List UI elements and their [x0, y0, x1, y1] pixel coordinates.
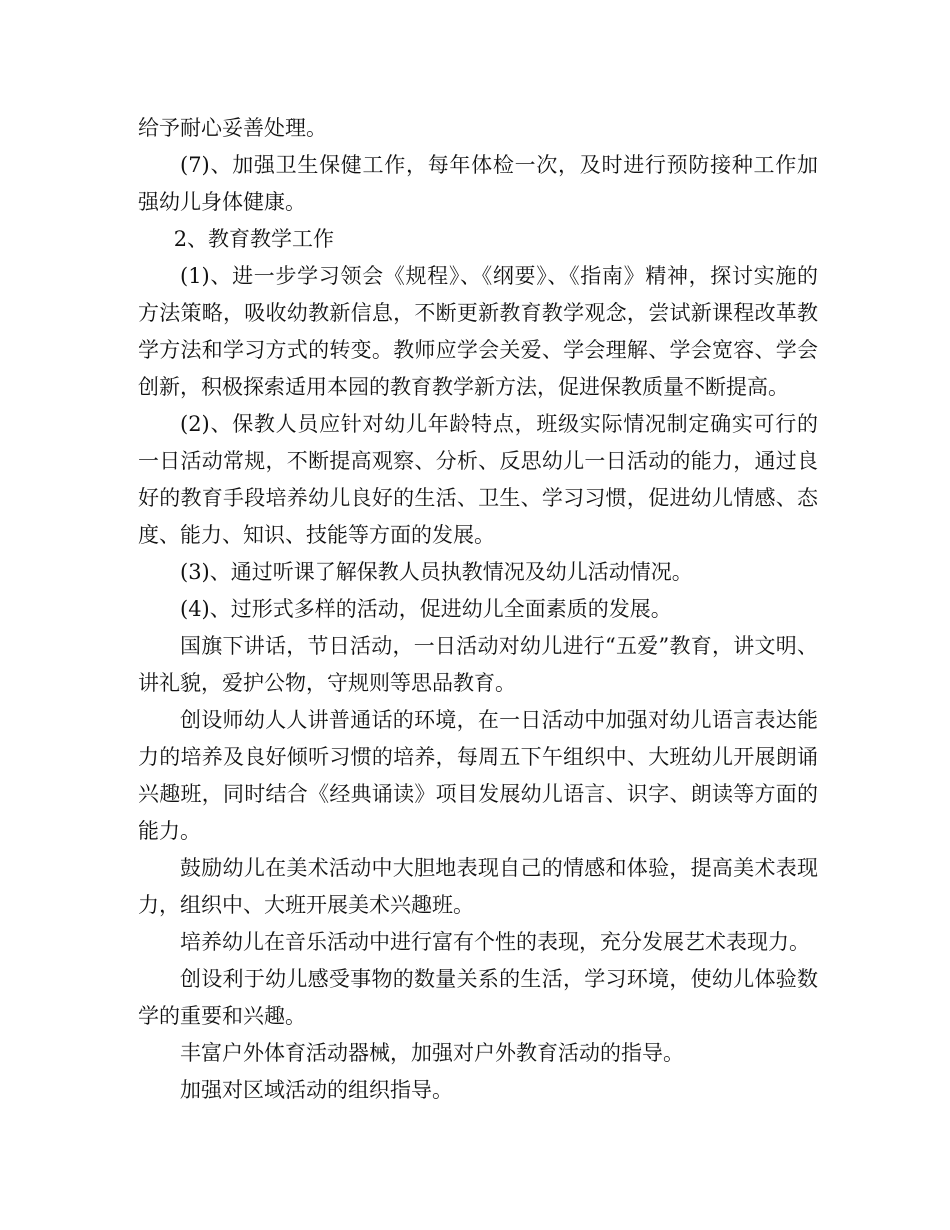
paragraph-art-education: 鼓励幼儿在美术活动中大胆地表现自己的情感和体验，提高美术表现力，组织中、大班开展美术兴趣班。 — [138, 856, 818, 917]
paragraph-moral-education: 国旗下讲话，节日活动，一日活动对幼儿进行“五爱”教育，讲文明、讲礼貌，爱护公物，守规则等思品教育。 — [138, 634, 818, 695]
paragraph-math-education: 创设利于幼儿感受事物的数量关系的生活，学习环境，使幼儿体验数学的重要和兴趣。 — [138, 967, 818, 1028]
paragraph-language-education: 创设师幼人人讲普通话的环境，在一日活动中加强对幼儿语言表达能力的培养及良好倾听习惯的培养，每周五下午组织中、大班幼儿开展朗诵兴趣班，同时结合《经典诵读》项目发展幼儿语言、识字、朗读等方面的能力。 — [138, 708, 818, 843]
paragraph-health-item-7: (7)、加强卫生保健工作，每年体检一次，及时进行预防接种工作加强幼儿身体健康。 — [138, 153, 818, 214]
paragraph-education-item-1: (1)、进一步学习领会《规程》、《纲要》、《指南》精神，探讨实施的方法策略，吸收幼教新信息，不断更新教育教学观念，尝试新课程改革教学方法和学习方式的转变。教师应学会关爱、学会理解、学会宽容、学会创新，积极探索适用本园的教育教学新方法，促进保教质量不断提高。 — [138, 264, 818, 399]
paragraph-education-item-3: (3)、通过听课了解保教人员执教情况及幼儿活动情况。 — [180, 560, 693, 584]
paragraph-area-activities: 加强对区域活动的组织指导。 — [180, 1078, 453, 1102]
paragraph-education-item-4: (4)、过形式多样的活动，促进幼儿全面素质的发展。 — [180, 597, 672, 621]
document-body — [138, 110, 818, 1109]
section-heading-education: 2、教育教学工作 — [173, 227, 335, 251]
paragraph-continuation: 给予耐心妥善处理。 — [138, 116, 327, 140]
paragraph-music-education: 培养幼儿在音乐活动中进行富有个性的表现，充分发展艺术表现力。 — [180, 930, 810, 954]
paragraph-outdoor-sports: 丰富户外体育活动器械，加强对户外教育活动的指导。 — [180, 1041, 684, 1065]
paragraph-education-item-2: (2)、保教人员应针对幼儿年龄特点，班级实际情况制定确实可行的一日活动常规，不断提高观察、分析、反思幼儿一日活动的能力，通过良好的教育手段培养幼儿良好的生活、卫生、学习习惯，促进幼儿情感、态度、能力、知识、技能等方面的发展。 — [138, 412, 818, 547]
